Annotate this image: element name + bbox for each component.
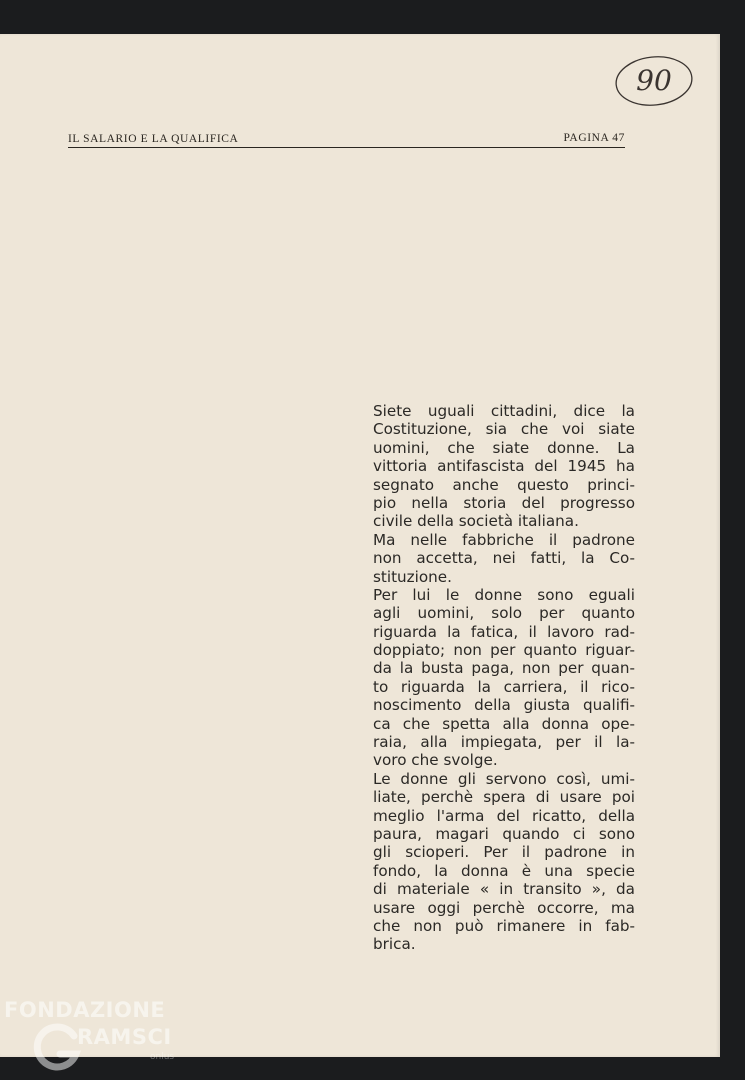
body-text-line: segnato anche questo princi-: [373, 475, 635, 494]
body-text-line: Ma nelle fabbriche il padrone: [373, 530, 635, 549]
body-text-line: che non può rimanere in fab-: [373, 916, 635, 935]
watermark-line-1: FONDAZIONE: [4, 998, 166, 1022]
body-text-line: vittoria antifascista del 1945 ha: [373, 457, 635, 476]
body-text-line: Costituzione, sia che voi siate: [373, 420, 635, 439]
body-text-line: noscimento della giusta qualifi-: [373, 696, 635, 715]
body-text-line: doppiato; non per quanto riguar-: [373, 641, 635, 660]
body-text-line: Le donne gli servono così, umi-: [373, 769, 635, 788]
body-text-line: Per lui le donne sono eguali: [373, 585, 635, 604]
body-text-line: riguarda la fatica, il lavoro rad-: [373, 622, 635, 641]
body-text-line: stituzione.: [373, 567, 452, 586]
body-text-line: brica.: [373, 935, 416, 954]
running-header-page: PAGINA 47: [563, 132, 625, 144]
body-text-line: Siete uguali cittadini, dice la: [373, 402, 635, 420]
header-rule: [68, 147, 625, 148]
body-text-line: to riguarda la carriera, il rico-: [373, 677, 635, 696]
body-text-line: non accetta, nei fatti, la Co-: [373, 549, 635, 568]
body-text-line: agli uomini, solo per quanto: [373, 604, 635, 623]
body-text-line: meglio l'arma del ricatto, della: [373, 806, 635, 825]
body-text-line: usare oggi perchè occorre, ma: [373, 898, 635, 917]
body-text-line: voro che svolge.: [373, 751, 498, 770]
body-text-line: gli scioperi. Per il padrone in: [373, 843, 635, 862]
body-text-line: civile della società italiana.: [373, 512, 579, 531]
body-text-line: ca che spetta alla donna ope-: [373, 714, 635, 733]
fondazione-gramsci-watermark: [4, 998, 189, 1080]
body-text-line: pio nella storia del progresso: [373, 493, 635, 512]
body-text-line: di materiale « in transito », da: [373, 880, 635, 899]
body-text-line: liate, perchè spera di usare poi: [373, 788, 635, 807]
body-text-column: [373, 402, 635, 954]
handwritten-page-number: [612, 52, 696, 110]
running-header-title: IL SALARIO E LA QUALIFICA: [68, 133, 239, 145]
body-text-line: paura, magari quando ci sono: [373, 824, 635, 843]
body-text-line: uomini, che siate donne. La: [373, 438, 635, 457]
body-text-line: fondo, la donna è una specie: [373, 861, 635, 880]
body-text-line: da la busta paga, non per quan-: [373, 659, 635, 678]
watermark-line-3: onlus: [150, 1052, 175, 1062]
body-text-line: raia, alla impiegata, per il la-: [373, 733, 635, 752]
handwritten-number-text: 90: [636, 64, 672, 97]
watermark-line-2: RAMSCI: [77, 1025, 172, 1049]
